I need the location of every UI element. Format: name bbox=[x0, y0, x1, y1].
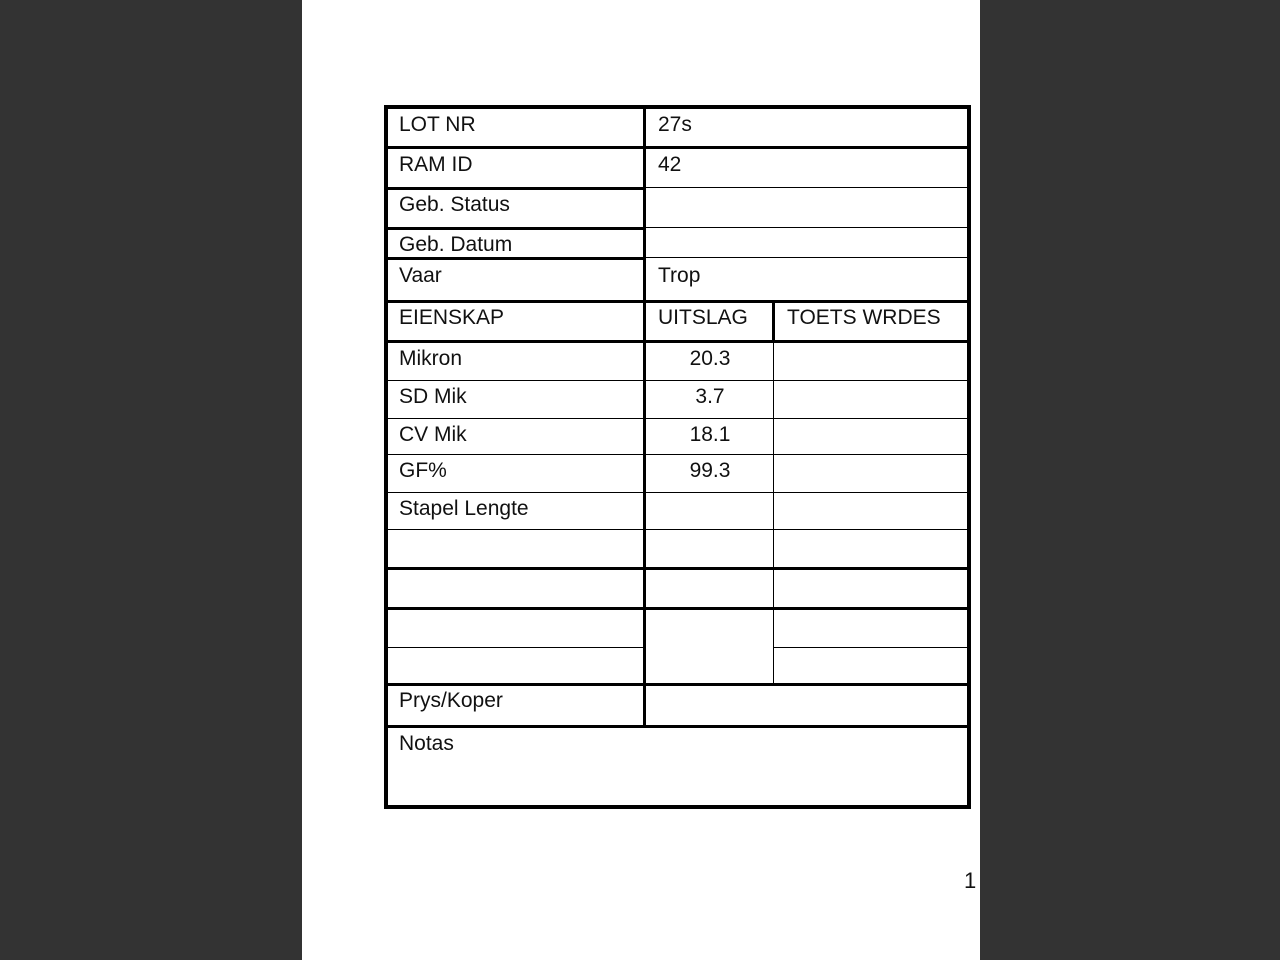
property-sd-mik: SD Mik bbox=[399, 385, 467, 408]
property-gf-percent: GF% bbox=[399, 459, 447, 482]
column-divider bbox=[772, 300, 775, 343]
property-stapel-lengte: Stapel Lengte bbox=[399, 497, 529, 520]
geb-status-label: Geb. Status bbox=[399, 193, 510, 216]
header-result: UITSLAG bbox=[658, 306, 748, 329]
row-divider bbox=[384, 418, 971, 419]
row-divider bbox=[384, 454, 971, 455]
lot-nr-label: LOT NR bbox=[399, 113, 476, 136]
row-divider bbox=[646, 257, 971, 258]
header-test-value: TOETS WRDES bbox=[787, 306, 941, 329]
row-divider bbox=[384, 340, 971, 343]
row-divider bbox=[384, 529, 971, 530]
row-divider bbox=[384, 567, 971, 570]
row-divider bbox=[646, 227, 971, 228]
row-divider bbox=[384, 227, 646, 230]
result-cv-mik: 18.1 bbox=[689, 423, 731, 446]
row-divider bbox=[384, 146, 971, 149]
row-divider bbox=[384, 725, 971, 728]
document-page bbox=[302, 0, 980, 960]
ram-id-value: 42 bbox=[658, 153, 682, 176]
row-divider bbox=[384, 187, 646, 190]
row-divider bbox=[384, 257, 646, 260]
geb-datum-label: Geb. Datum bbox=[399, 233, 513, 256]
result-gf-percent: 99.3 bbox=[689, 459, 731, 482]
result-sd-mik: 3.7 bbox=[695, 385, 725, 408]
result-mikron: 20.3 bbox=[689, 347, 731, 370]
column-divider bbox=[643, 105, 646, 728]
ram-id-label: RAM ID bbox=[399, 153, 473, 176]
vaar-value: Trop bbox=[658, 264, 701, 287]
row-divider bbox=[384, 380, 971, 381]
property-mikron: Mikron bbox=[399, 347, 463, 370]
vaar-label: Vaar bbox=[399, 264, 442, 287]
property-cv-mik: CV Mik bbox=[399, 423, 467, 446]
row-divider bbox=[384, 300, 971, 303]
row-divider bbox=[646, 187, 971, 188]
page-number: 1 bbox=[964, 868, 977, 893]
row-divider bbox=[384, 607, 971, 610]
prys-koper-label: Prys/Koper bbox=[399, 689, 503, 712]
header-property: EIENSKAP bbox=[399, 306, 505, 329]
lot-record-form bbox=[384, 105, 971, 809]
row-divider bbox=[774, 647, 971, 648]
lot-nr-value: 27s bbox=[658, 113, 692, 136]
row-divider bbox=[384, 492, 971, 493]
row-divider bbox=[384, 683, 971, 686]
row-divider bbox=[384, 647, 646, 648]
notas-label: Notas bbox=[399, 732, 454, 755]
